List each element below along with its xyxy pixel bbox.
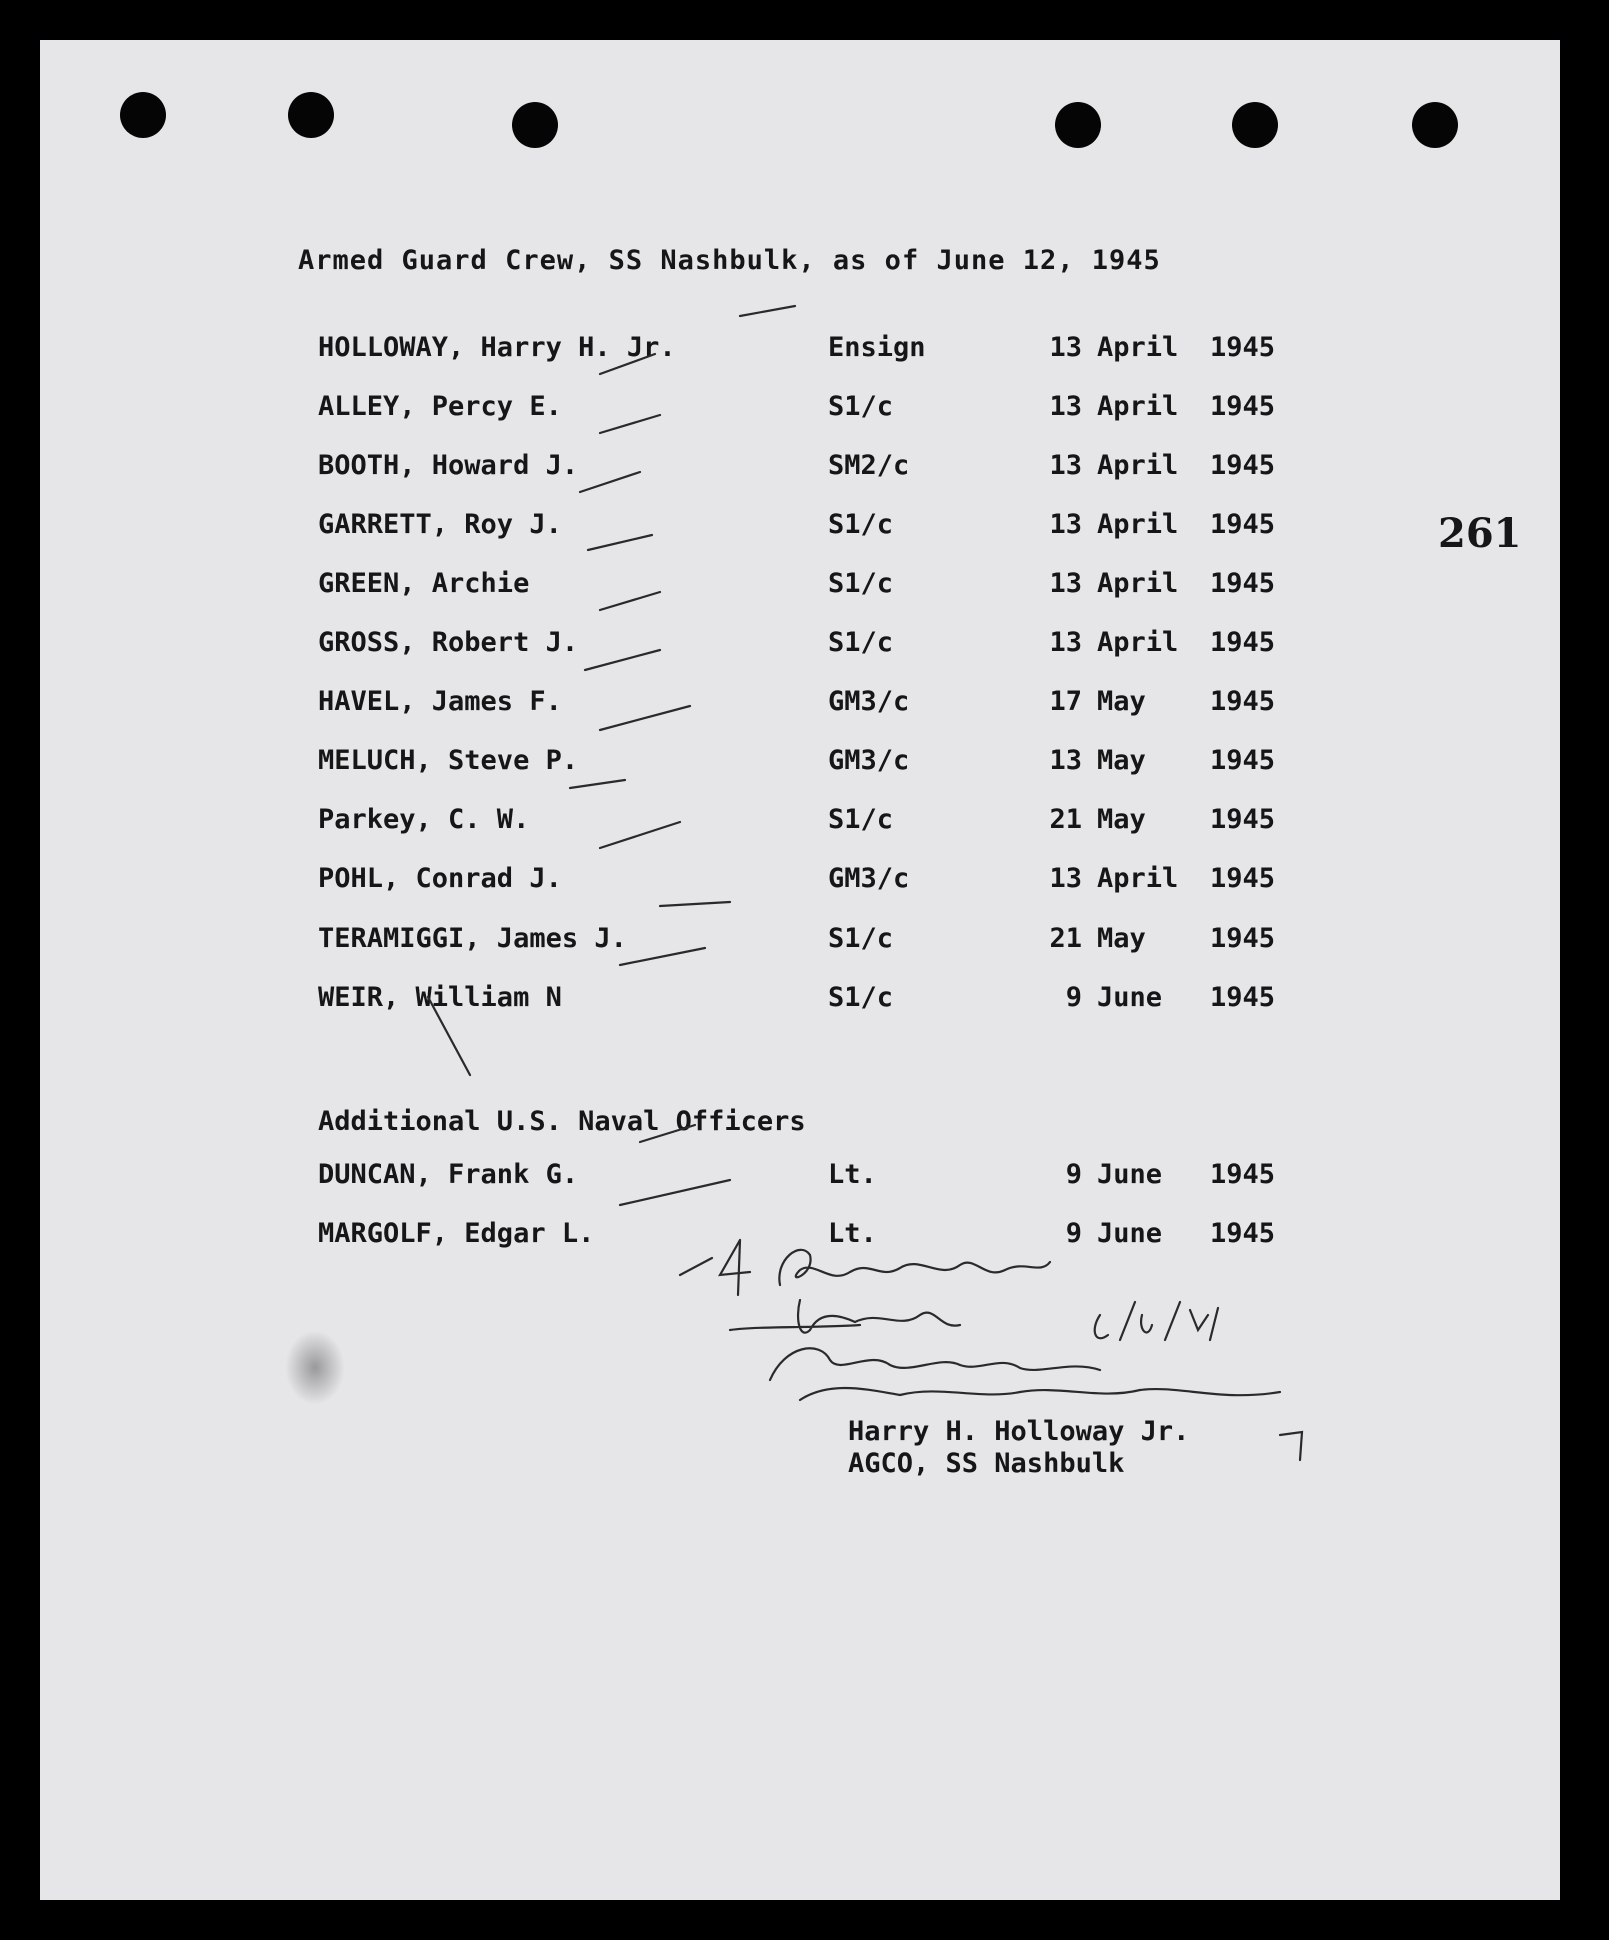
officer-rank: Lt.: [828, 1218, 877, 1249]
crew-date-month: June: [1097, 982, 1163, 1013]
crew-row: [40, 450, 1340, 490]
punch-hole: [288, 92, 334, 138]
crew-date-day: 13: [1049, 863, 1082, 894]
punch-hole: [512, 102, 558, 148]
signatory-title: AGCO, SS Nashbulk: [848, 1448, 1125, 1479]
crew-name: BOOTH, Howard J.: [318, 450, 579, 481]
crew-rank: S1/c: [828, 804, 894, 835]
crew-date-day: 21: [1049, 804, 1082, 835]
crew-date-year: 1945: [1210, 923, 1276, 954]
crew-rank: S1/c: [828, 627, 894, 658]
crew-date-year: 1945: [1210, 568, 1276, 599]
punch-hole: [1412, 102, 1458, 148]
crew-name: TERAMIGGI, James J.: [318, 923, 627, 954]
crew-date-day: 21: [1049, 923, 1082, 954]
crew-date-month: April: [1097, 332, 1179, 363]
officer-date-year: 1945: [1210, 1218, 1276, 1249]
crew-date-month: April: [1097, 509, 1179, 540]
crew-date-month: May: [1097, 923, 1146, 954]
crew-row: [40, 509, 1340, 549]
crew-rank: GM3/c: [828, 745, 910, 776]
crew-row: [40, 627, 1340, 667]
crew-date-month: April: [1097, 568, 1179, 599]
check-mark: [740, 306, 795, 316]
crew-rank: S1/c: [828, 982, 894, 1013]
page-number: 261: [1438, 510, 1522, 557]
crew-date-day: 13: [1049, 391, 1082, 422]
officer-row: [40, 1218, 1340, 1258]
crew-date-day: 13: [1049, 627, 1082, 658]
crew-name: HAVEL, James F.: [318, 686, 562, 717]
crew-row: [40, 686, 1340, 726]
crew-rank: S1/c: [828, 923, 894, 954]
crew-date-day: 13: [1049, 332, 1082, 363]
officer-date-day: 9: [1065, 1159, 1082, 1190]
crew-row: [40, 863, 1340, 903]
officer-date-month: June: [1097, 1159, 1163, 1190]
officer-date-year: 1945: [1210, 1159, 1276, 1190]
officer-name: DUNCAN, Frank G.: [318, 1159, 579, 1190]
crew-rank: Ensign: [828, 332, 926, 363]
crew-date-year: 1945: [1210, 804, 1276, 835]
crew-date-day: 13: [1049, 509, 1082, 540]
officer-rank: Lt.: [828, 1159, 877, 1190]
additional-officers-heading: Additional U.S. Naval Officers: [318, 1106, 806, 1137]
crew-row: [40, 804, 1340, 844]
crew-date-month: April: [1097, 627, 1179, 658]
crew-date-month: May: [1097, 804, 1146, 835]
crew-date-day: 13: [1049, 450, 1082, 481]
signatory-name: Harry H. Holloway Jr.: [848, 1416, 1190, 1447]
crew-rank: S1/c: [828, 391, 894, 422]
crew-row: [40, 745, 1340, 785]
document-title: Armed Guard Crew, SS Nashbulk, as of June 12, 1945: [298, 245, 1161, 276]
crew-date-month: April: [1097, 450, 1179, 481]
crew-date-month: May: [1097, 686, 1146, 717]
crew-rank: S1/c: [828, 568, 894, 599]
crew-date-year: 1945: [1210, 686, 1276, 717]
crew-rank: SM2/c: [828, 450, 910, 481]
crew-date-year: 1945: [1210, 391, 1276, 422]
crew-date-year: 1945: [1210, 982, 1276, 1013]
crew-date-month: May: [1097, 745, 1146, 776]
crew-date-day: 13: [1049, 745, 1082, 776]
crew-name: HOLLOWAY, Harry H. Jr.: [318, 332, 676, 363]
ink-smudge: [285, 1330, 345, 1405]
crew-name: ALLEY, Percy E.: [318, 391, 562, 422]
officer-row: [40, 1159, 1340, 1199]
crew-name: Parkey, C. W.: [318, 804, 530, 835]
crew-rank: GM3/c: [828, 686, 910, 717]
handwritten-marks: [40, 40, 1560, 1900]
punch-hole: [1232, 102, 1278, 148]
crew-date-year: 1945: [1210, 627, 1276, 658]
crew-date-day: 13: [1049, 568, 1082, 599]
crew-date-year: 1945: [1210, 450, 1276, 481]
signature-block: [848, 1416, 1189, 1480]
crew-name: GARRETT, Roy J.: [318, 509, 562, 540]
punch-hole: [120, 92, 166, 138]
crew-date-day: 17: [1049, 686, 1082, 717]
signature-scrawl: [730, 1300, 960, 1333]
officer-date-day: 9: [1065, 1218, 1082, 1249]
crew-row: [40, 332, 1340, 372]
crew-date-year: 1945: [1210, 509, 1276, 540]
crew-rank: S1/c: [828, 509, 894, 540]
officer-date-month: June: [1097, 1218, 1163, 1249]
crew-rank: GM3/c: [828, 863, 910, 894]
crew-row: [40, 982, 1340, 1022]
crew-date-day: 9: [1065, 982, 1082, 1013]
signature-scrawl: [770, 1348, 1100, 1380]
crew-date-year: 1945: [1210, 863, 1276, 894]
handwritten-date: [1095, 1302, 1218, 1340]
crew-row: [40, 568, 1340, 608]
crew-name: GREEN, Archie: [318, 568, 530, 599]
crew-name: GROSS, Robert J.: [318, 627, 579, 658]
crew-date-month: April: [1097, 391, 1179, 422]
signature-scrawl: [800, 1388, 1280, 1400]
punch-hole: [1055, 102, 1101, 148]
crew-date-year: 1945: [1210, 332, 1276, 363]
officer-name: MARGOLF, Edgar L.: [318, 1218, 595, 1249]
crew-name: MELUCH, Steve P.: [318, 745, 579, 776]
signature-scrawl: [1280, 1432, 1302, 1460]
document-page: [40, 40, 1560, 1900]
crew-row: [40, 923, 1340, 963]
crew-date-year: 1945: [1210, 745, 1276, 776]
crew-name: POHL, Conrad J.: [318, 863, 562, 894]
crew-date-month: April: [1097, 863, 1179, 894]
crew-name: WEIR, William N: [318, 982, 562, 1013]
crew-row: [40, 391, 1340, 431]
